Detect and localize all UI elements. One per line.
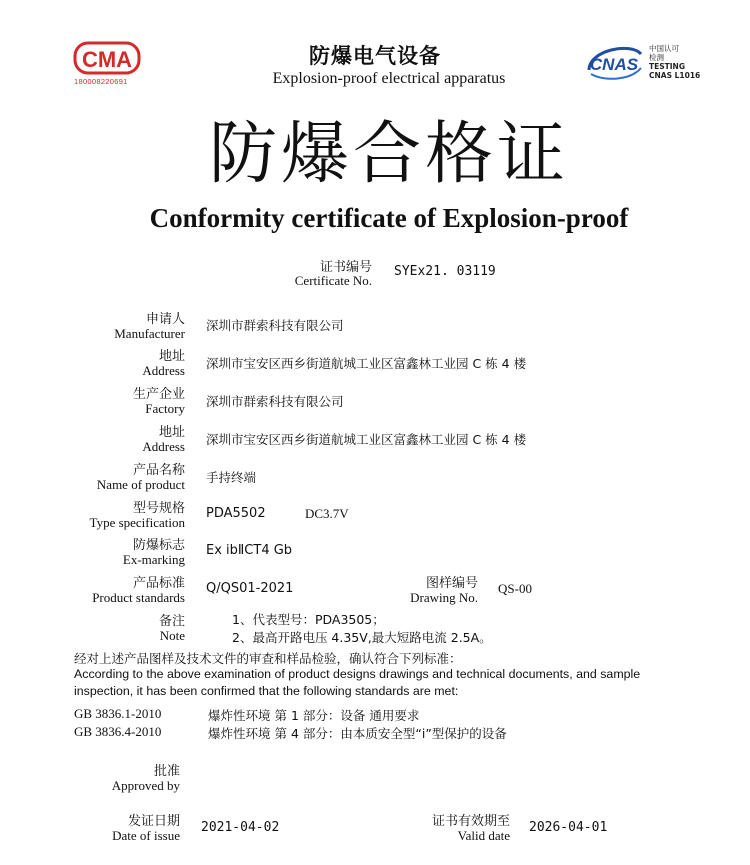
- ex-marking-value: Ex ibⅡCT4 Gb: [206, 543, 293, 558]
- drawing-label-en: Drawing No.: [410, 590, 478, 605]
- field-label-en: Factory: [145, 401, 185, 416]
- field-label-en: Manufacturer: [114, 326, 185, 341]
- header-title-en: Explosion-proof electrical apparatus: [272, 70, 506, 87]
- standard-desc: 爆炸性环境 第 4 部分：由本质安全型“i”型保护的设备: [208, 726, 507, 741]
- cma-logo-text: CMA: [81, 47, 133, 72]
- cnas-logo: [583, 40, 703, 84]
- field-label-cn: 产品标准: [132, 576, 185, 591]
- approved-label-cn: 批准: [153, 764, 180, 779]
- field-label-cn: 申请人: [145, 312, 185, 327]
- cnas-cn-line2: 检测: [649, 53, 664, 62]
- issue-label-en: Date of issue: [112, 828, 180, 843]
- cnas-code: CNAS L1016: [649, 71, 701, 80]
- field-label-cn: 产品名称: [132, 463, 185, 478]
- product-name-value: 手持终端: [206, 470, 257, 485]
- manufacturer-value: 深圳市群索科技有限公司: [206, 318, 344, 333]
- cnas-en-line: TESTING: [649, 62, 685, 71]
- field-label-cn: 型号规格: [132, 501, 185, 516]
- field-label-cn: 地址: [158, 425, 185, 440]
- note-line-2: 2、最高开路电压 4.35V,最大短路电流 2.5A。: [232, 630, 492, 645]
- cnas-caption: [649, 44, 700, 80]
- main-title-en: Conformity certificate of Explosion-proof: [149, 203, 629, 233]
- note-line-1: 1、代表型号：PDA3505；: [232, 612, 385, 627]
- valid-date-value: 2026-04-01: [529, 820, 608, 835]
- field-label-en: Address: [142, 363, 185, 378]
- note-label-cn: 备注: [158, 614, 185, 629]
- statement-en-line2: inspection, it has been confirmed that the following standards are met:: [74, 684, 459, 698]
- valid-label-en: Valid date: [457, 828, 510, 843]
- issue-label-cn: 发证日期: [127, 814, 180, 829]
- issue-date-value: 2021-04-02: [201, 820, 280, 835]
- drawing-label-cn: 图样编号: [425, 576, 478, 591]
- field-label-en: Type specification: [89, 515, 185, 530]
- field-label-en: Product standards: [92, 590, 185, 605]
- standard-code: GB 3836.1-2010: [74, 706, 162, 721]
- cnas-logo-text: CNAS: [589, 55, 639, 74]
- factory-value: 深圳市群索科技有限公司: [206, 394, 344, 409]
- field-label-cn: 地址: [158, 349, 185, 364]
- product-standard-value: Q/QS01-2021: [206, 581, 294, 596]
- field-label-en: Address: [142, 439, 185, 454]
- header-title-cn: 防爆电气设备: [309, 44, 441, 68]
- field-label-en: Name of product: [96, 477, 185, 492]
- drawing-number-value: QS-00: [498, 581, 532, 596]
- cma-number: 180008220691: [74, 77, 128, 86]
- certificate-label-cn: 证书编号: [319, 260, 372, 275]
- standard-desc: 爆炸性环境 第 1 部分：设备 通用要求: [208, 708, 420, 723]
- standard-code: GB 3836.4-2010: [74, 724, 162, 739]
- approved-label-en: Approved by: [111, 778, 180, 793]
- certificate-number: SYEx21. 03119: [394, 264, 496, 279]
- factory-address-value: 深圳市宝安区西乡街道航城工业区富鑫林工业园 C 栋 4 楼: [206, 432, 527, 447]
- main-title-cn: 防爆合格证: [208, 115, 569, 194]
- note-label-en: Note: [159, 628, 185, 643]
- statement-cn: 经对上述产品图样及技术文件的审查和样品检验，确认符合下列标准：: [74, 651, 462, 666]
- cnas-cn-line1: 中国认可: [649, 44, 679, 53]
- certificate-label-en: Certificate No.: [294, 273, 372, 288]
- field-label-cn: 防爆标志: [132, 538, 185, 553]
- cnas-mark-icon: [583, 40, 645, 84]
- type-value: PDA5502: [206, 506, 266, 521]
- valid-label-cn: 证书有效期至: [431, 814, 510, 829]
- statement-en-line1: According to the above examination of product designs drawings and technical documents, and sample: [74, 667, 641, 681]
- voltage-value: DC3.7V: [305, 506, 349, 521]
- manufacturer-address-value: 深圳市宝安区西乡街道航城工业区富鑫林工业园 C 栋 4 楼: [206, 356, 527, 371]
- field-label-en: Ex-marking: [122, 552, 185, 567]
- field-label-cn: 生产企业: [132, 387, 185, 402]
